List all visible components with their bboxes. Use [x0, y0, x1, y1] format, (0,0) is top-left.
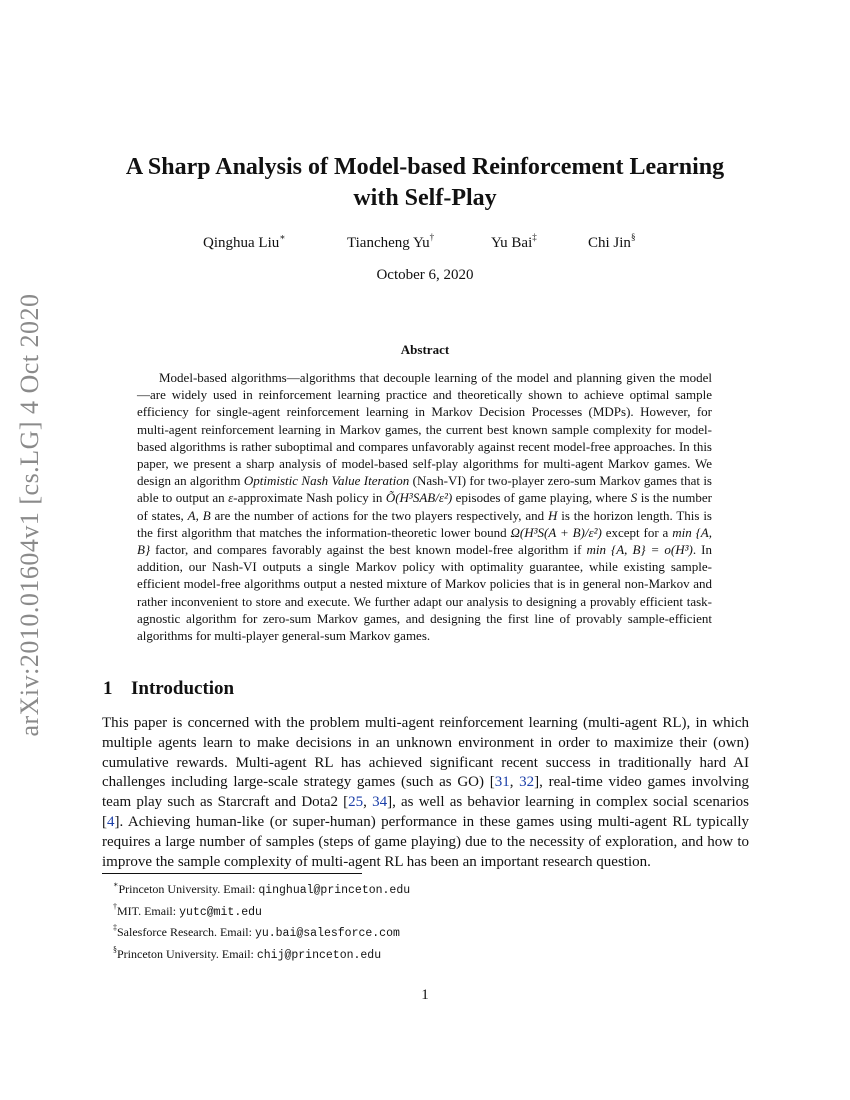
author-2-mark: †: [429, 232, 435, 242]
footnotes: [113, 878, 410, 964]
author-list: [203, 233, 663, 255]
footnote-email: qinghual@princeton.edu: [258, 884, 411, 897]
citation-link-34[interactable]: 34: [372, 794, 388, 811]
author-4: Chi Jin§: [588, 232, 636, 251]
author-1: Qinghua Liu∗: [203, 232, 286, 251]
footnote-email: yutc@mit.edu: [179, 905, 262, 919]
title-line-2: with Self-Play: [353, 185, 497, 211]
page-number: 1: [421, 987, 429, 1003]
arxiv-identifier: arXiv:2010.01604v1 [cs.LG] 4 Oct 2020: [15, 293, 44, 737]
author-4-mark: §: [630, 232, 636, 242]
footnote-divider: [102, 873, 362, 874]
footnote-email: chij@princeton.edu: [256, 948, 382, 962]
algorithm-name: Optimistic Nash Value Iteration: [243, 473, 410, 489]
footnote-item: §Princeton University. Email: chij@princeton.edu: [113, 944, 382, 962]
footnote-item: †MIT. Email: yutc@mit.edu: [113, 901, 262, 919]
paper-title: [60, 152, 790, 214]
citation-link-4[interactable]: 4: [107, 813, 115, 830]
author-2: Tiancheng Yu†: [347, 232, 435, 251]
citation-link-25[interactable]: 25: [348, 794, 364, 811]
abstract-text: Model-based algorithms—algorithms that decouple learning of the model and planning given the model—are widely used in reinforcement learning practice and theoretically shown to achieve optimal sample efficiency for single-agent reinforcement learning in Markov Decision Processes (MDPs). However, for multi-agent reinforcement learning in Markov games, the current best known sample complexity for model-based algorithms is rather suboptimal and compares unfavorably against recent model-free approaches. In this paper, we present a sharp analysis of model-based self-play algorithms for multi-agent Markov games. We design an algorithm Optimistic Nash Value Iteration (Nash-VI) for two-player zero-sum Markov games that is able to output an ε-approximate Nash policy in Õ(H³SAB/ε²) episodes of game playing, where S is the number of states, A, B are the number of actions for the two players respectively, and H is the horizon length. This is the first algorithm that matches the information-theoretic lower bound Ω(H³S(A + B)/ε²) except for a min {A, B} factor, and compares favorably against the best known model-free algorithm if min {A, B} = o(H³). In addition, our Nash-VI outputs a single Markov policy with optimality guarantee, while existing sample-efficient model-free algorithms output a nested mixture of Markov policies that is in general non-Markov and rather inconvenient to store and execute. We further adapt our analysis to designing a provably efficient task-agnostic algorithm for zero-sum Markov games, and designing the first line of provably sample-efficient algorithms for multi-player general-sum Markov games.: [137, 370, 712, 644]
section-number: 1: [103, 678, 113, 699]
citation-link-32[interactable]: 32: [519, 774, 535, 791]
title-line-1: A Sharp Analysis of Model-based Reinforcement Learning: [125, 154, 725, 180]
section-title: Introduction: [131, 678, 235, 699]
footnote-item: ‡Salesforce Research. Email: yu.bai@salesforce.com: [113, 923, 400, 940]
citation-link-31[interactable]: 31: [494, 774, 510, 791]
author-1-mark: ∗: [279, 232, 286, 242]
paper-date: October 6, 2020: [376, 267, 474, 283]
section-heading: [103, 678, 234, 700]
intro-paragraph: This paper is concerned with the problem multi-agent reinforcement learning (multi-agent RL), in which multiple agents learn to make decisions in an unknown environment in order to maximize their (own) cumulative rewards. Multi-agent RL has achieved significant recent success in traditionally hard AI challenges including large-scale strategy games (such as GO) [31, 32], real-time video games involving team play such as Starcraft and Dota2 [25, 34], as well as behavior learning in complex social scenarios [4]. Achieving human-like (or super-human) performance in these games using multi-agent RL typically requires a large number of samples (steps of game playing) due to the necessity of exploration, and how to improve the sample complexity of multi-agent RL has been an important research question.: [102, 715, 749, 870]
footnote-email: yu.bai@salesforce.com: [254, 927, 400, 940]
author-3-mark: ‡: [532, 232, 537, 242]
author-3: Yu Bai‡: [491, 232, 537, 251]
footnote-item: ∗Princeton University. Email: qinghual@princeton.edu: [113, 880, 411, 897]
abstract-heading: Abstract: [400, 342, 450, 357]
